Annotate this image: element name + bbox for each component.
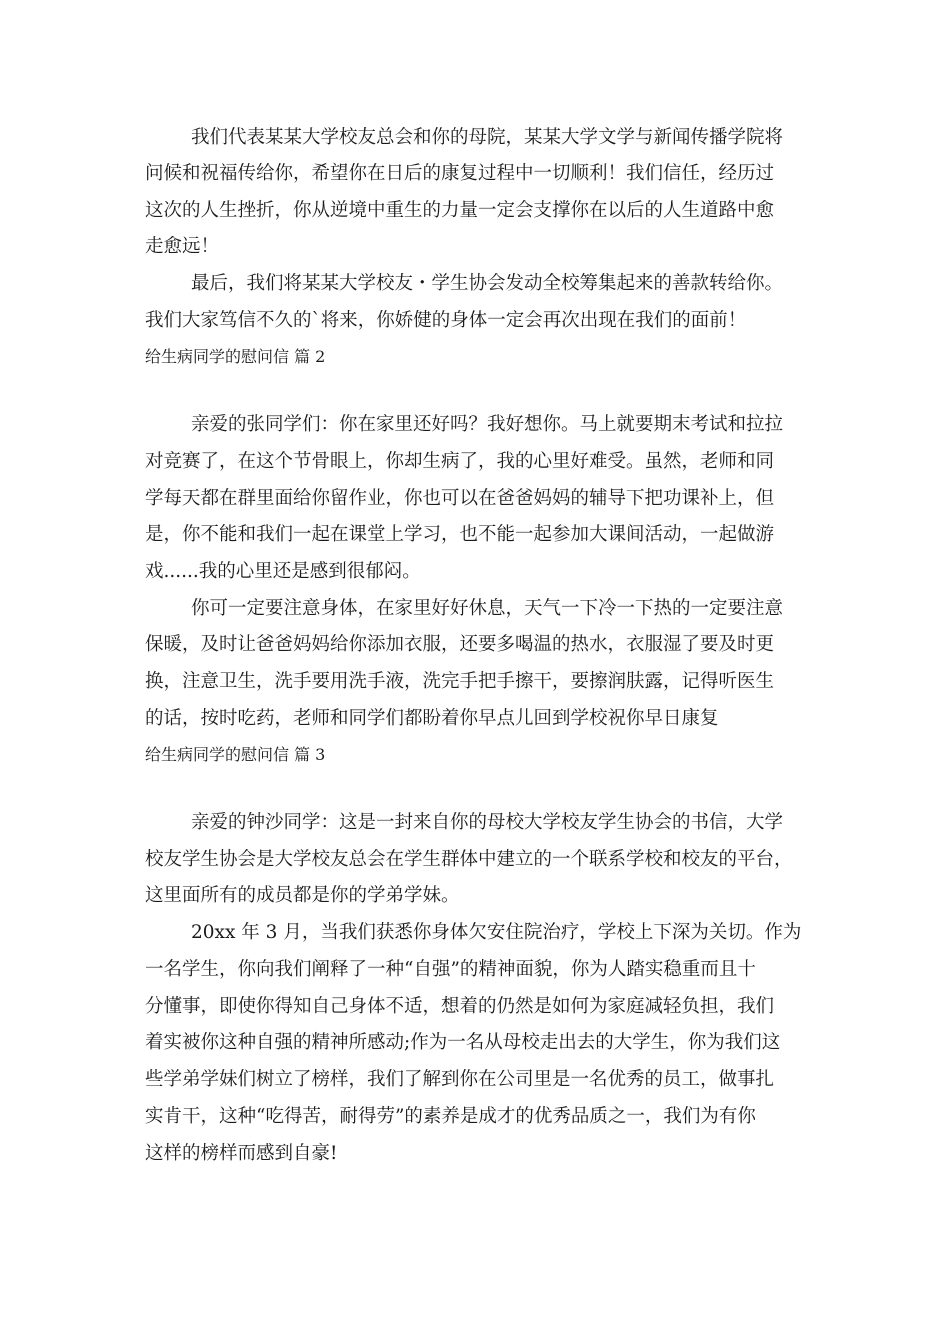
- heading-part-3: 给生病同学的慰问信 篇 3: [145, 745, 326, 764]
- s1-p2-line-1: 最后，我们将某某大学校友・学生协会发动全校筹集起来的善款转给你。: [191, 273, 784, 294]
- s2-p1-line-5: 戏......我的心里还是感到很郁闷。: [145, 561, 421, 582]
- s2-p1-line-1: 亲爱的张同学们：你在家里还好吗？我好想你。马上就要期末考试和拉拉: [191, 414, 784, 435]
- s3-p2-line-5: 些学弟学妹们树立了榜样，我们了解到你在公司里是一名优秀的员工，做事扎: [145, 1069, 775, 1090]
- s1-p1-line-2: 问候和祝福传给你，希望你在日后的康复过程中一切顺利！我们信任，经历过: [145, 163, 775, 184]
- s2-p1-line-3: 学每天都在群里面给你留作业，你也可以在爸爸妈妈的辅导下把功课补上，但: [145, 488, 775, 509]
- s3-p2-line-1: 20xx 年 3 月，当我们获悉你身体欠安住院治疗，学校上下深为关切。作为: [191, 922, 802, 943]
- s3-p2-line-4: 着实被你这种自强的精神所感动;作为一名从母校走出去的大学生，你为我们这: [145, 1032, 781, 1053]
- s2-p2-line-3: 换，注意卫生，洗手要用洗手液，洗完手把手擦干，要擦润肤露，记得听医生: [145, 671, 775, 692]
- s1-p2-line-2: 我们大家笃信不久的`将来，你娇健的身体一定会再次出现在我们的面前！: [145, 310, 747, 331]
- s3-p2-line-3: 分懂事，即使你得知自己身体不适，想着的仍然是如何为家庭减轻负担，我们: [145, 996, 775, 1017]
- s2-p2-line-2: 保暖，及时让爸爸妈妈给你添加衣服，还要多喝温的热水，衣服湿了要及时更: [145, 634, 775, 655]
- s2-p2-line-1: 你可一定要注意身体，在家里好好休息，天气一下冷一下热的一定要注意: [191, 598, 784, 619]
- s2-p1-line-4: 是，你不能和我们一起在课堂上学习，也不能一起参加大课间活动，一起做游: [145, 524, 775, 545]
- s3-p1-line-2: 校友学生协会是大学校友总会在学生群体中建立的一个联系学校和校友的平台，: [145, 849, 793, 870]
- s3-p1-line-3: 这里面所有的成员都是你的学弟学妹。: [145, 885, 460, 906]
- s1-p1-line-3: 这次的人生挫折，你从逆境中重生的力量一定会支撑你在以后的人生道路中愈: [145, 200, 775, 221]
- s3-p2-line-2: 一名学生，你向我们阐释了一种“自强”的精神面貌，你为人踏实稳重而且十: [145, 959, 756, 980]
- s3-p1-line-1: 亲爱的钟沙同学：这是一封来自你的母校大学校友学生协会的书信，大学: [191, 812, 784, 833]
- s1-p1-line-4: 走愈远！: [145, 236, 220, 257]
- s3-p2-line-6: 实肯干，这种“吃得苦，耐得劳”的素养是成才的优秀品质之一，我们为有你: [145, 1106, 756, 1127]
- s1-p1-line-1: 我们代表某某大学校友总会和你的母院，某某大学文学与新闻传播学院将: [191, 127, 784, 148]
- heading-part-2: 给生病同学的慰问信 篇 2: [145, 347, 326, 366]
- s3-p2-line-7: 这样的榜样而感到自豪!: [145, 1143, 338, 1164]
- s2-p1-line-2: 对竞赛了，在这个节骨眼上，你却生病了，我的心里好难受。虽然，老师和同: [145, 451, 775, 472]
- s2-p2-line-4: 的话，按时吃药，老师和同学们都盼着你早点儿回到学校祝你早日康复: [145, 708, 719, 729]
